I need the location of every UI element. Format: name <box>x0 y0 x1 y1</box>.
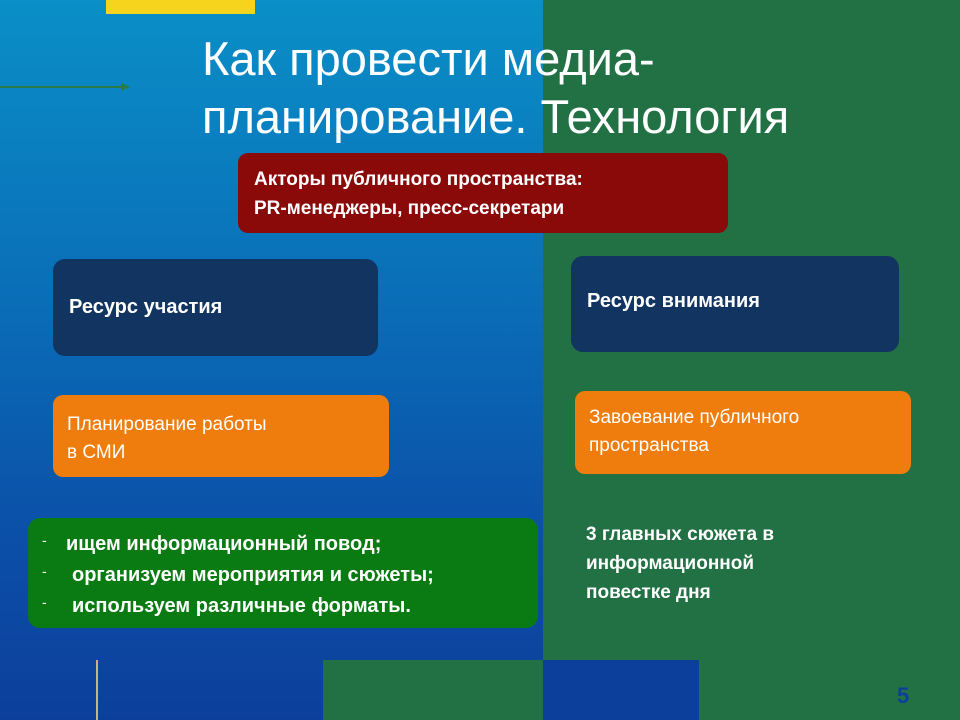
slide-title-line-1: Как провести медиа- <box>202 32 655 85</box>
main-plots-text <box>586 520 886 607</box>
slide-title <box>202 30 942 146</box>
list-item-text: используем различные форматы. <box>72 595 411 617</box>
media-planning-line-1: Планирование работы <box>67 414 267 435</box>
list-item-text: организуем мероприятия и сюжеты; <box>72 564 434 586</box>
actions-list <box>28 518 538 628</box>
bullet-dash-icon: - <box>42 563 47 579</box>
public-space-line-2: пространства <box>589 435 709 456</box>
public-space-box <box>575 391 911 474</box>
main-plots-line-1: 3 главных сюжета в <box>586 524 775 545</box>
list-item <box>38 529 528 560</box>
actors-line-2: PR-менеджеры, пресс-секретари <box>254 198 565 219</box>
main-plots-line-3: повестке дня <box>586 582 711 603</box>
page-number: 5 <box>897 683 910 708</box>
media-planning-box <box>53 395 389 477</box>
slide-title-line-2: планирование. Технология <box>202 90 790 143</box>
list-item <box>38 560 528 591</box>
decorative-divider <box>96 660 98 720</box>
resource-participation-box <box>53 259 378 356</box>
decorative-blue-block <box>543 660 699 720</box>
decorative-arrow-icon <box>0 80 130 94</box>
public-space-line-1: Завоевание публичного <box>589 407 800 428</box>
media-planning-line-2: в СМИ <box>67 442 126 463</box>
actors-line-1: Акторы публичного пространства: <box>254 169 583 190</box>
yellow-accent-bar <box>106 0 255 14</box>
actors-box <box>238 153 728 233</box>
decorative-green-block <box>323 660 543 720</box>
list-item-text: ищем информационный повод; <box>66 533 382 555</box>
bullet-dash-icon: - <box>42 532 47 548</box>
resource-participation-label: Ресурс участия <box>69 296 223 318</box>
resource-attention-label: Ресурс внимания <box>587 289 760 312</box>
list-item <box>38 591 528 622</box>
resource-attention-box <box>571 256 899 352</box>
main-plots-line-2: информационной <box>586 553 755 574</box>
bullet-dash-icon: - <box>42 594 47 610</box>
